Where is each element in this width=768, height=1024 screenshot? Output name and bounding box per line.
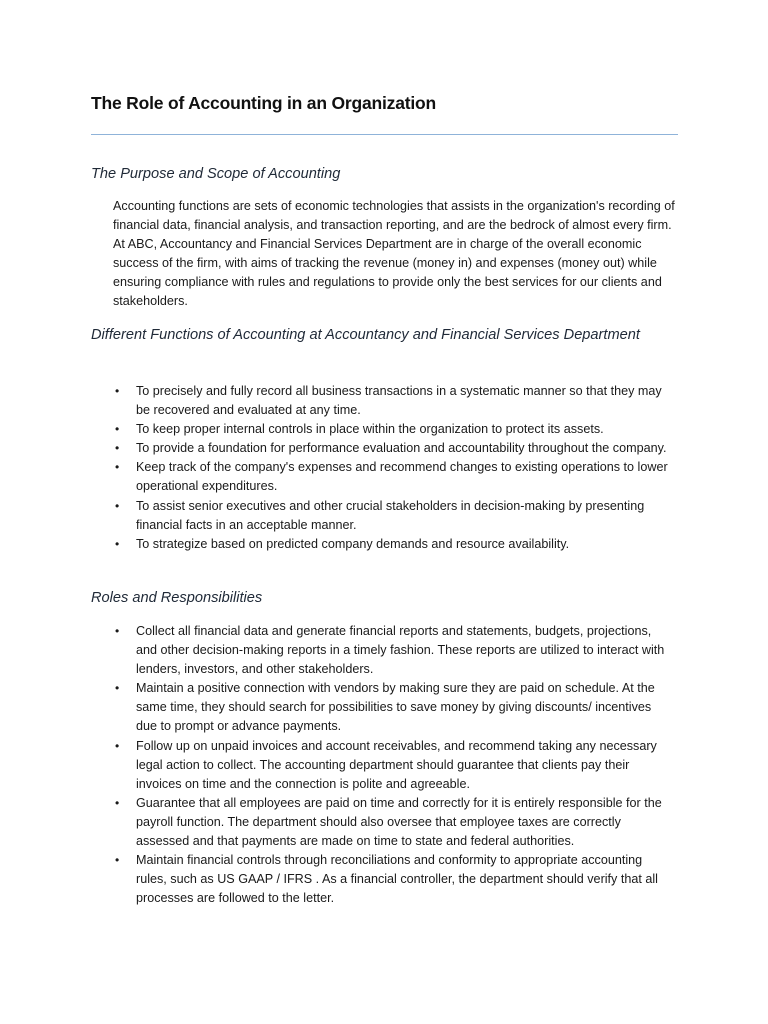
list-item: [113, 737, 673, 794]
list-item: [113, 622, 673, 679]
bullet-icon: •: [115, 422, 120, 437]
bullet-icon: •: [115, 795, 120, 810]
bullet-icon: •: [115, 853, 120, 868]
list-item-text: Collect all financial data and generate financial reports and statements, budgets, projections, and other decision-making reports in a timely fashion. These reports are utilized to interact with lenders, investors, and other stakeholders.: [136, 624, 665, 677]
list-item-text: To strategize based on predicted company demands and resource availability.: [136, 536, 570, 551]
bullet-icon: •: [115, 384, 120, 398]
section-heading-roles: Roles and Responsibilities: [91, 590, 263, 606]
list-item: [113, 382, 673, 420]
list-item: [113, 458, 673, 496]
list-item: [113, 439, 673, 458]
bullet-icon: •: [115, 460, 120, 475]
list-item: [113, 794, 673, 851]
document-title: The Role of Accounting in an Organization: [91, 93, 437, 113]
list-item: [113, 497, 673, 535]
list-item: [113, 535, 673, 554]
list-item-text: To assist senior executives and other crucial stakeholders in decision-making by presenting financial facts in an acceptable manner.: [136, 498, 645, 532]
list-item-text: Keep track of the company's expenses and recommend changes to existing operations to lower operational expenditures.: [136, 460, 668, 494]
list-item: [113, 851, 673, 908]
list-item-text: Maintain financial controls through reconciliations and conformity to appropriate accounting rules, such as US GAAP / IFRS . As a financial controller, the department should verify that all processes are followed to the letter.: [136, 853, 658, 906]
list-item-text: To precisely and fully record all business transactions in a systematic manner so that they may be recovered and evaluated at any time.: [136, 384, 662, 418]
list-item-text: To keep proper internal controls in place within the organization to protect its assets.: [136, 422, 604, 437]
list-item-text: Guarantee that all employees are paid on time and correctly for it is entirely responsible for the payroll function. The department should also oversee that employee taxes are correctly assessed and that payments are made on time to state and federal authorities.: [136, 795, 662, 849]
list-item-text: Maintain a positive connection with vendors by making sure they are paid on schedule. At the same time, they should search for possibilities to save money by giving discounts/ incentives due to prompt or advance payments.: [136, 681, 655, 734]
bullet-icon: •: [115, 498, 120, 513]
bullet-icon: •: [115, 536, 120, 551]
list-item-text: To provide a foundation for performance evaluation and accountability throughout the company.: [136, 441, 667, 456]
list-item-text: Follow up on unpaid invoices and account receivables, and recommend taking any necessary legal action to collect. The accounting department should guarantee that clients pay their invoices on time and the connection is polite and agreeable.: [136, 738, 657, 791]
title-divider: [91, 134, 678, 135]
roles-list: [113, 622, 673, 908]
section-heading-purpose: The Purpose and Scope of Accounting: [91, 166, 341, 182]
bullet-icon: •: [115, 441, 120, 456]
purpose-paragraph: Accounting functions are sets of economic technologies that assists in the organization's recording of financial data, financial analysis, and transaction reporting, and are the bedrock of almost every firm. At ABC, Accountancy and Financial Services Department are in charge of the overall economic success of the firm, with aims of tracking the revenue (money in) and expenses (money out) while ensuring compliance with rules and regulations to provide only the best services for our clients and stakeholders.: [113, 199, 675, 309]
bullet-icon: •: [115, 738, 120, 753]
bullet-icon: •: [115, 624, 120, 638]
section-heading-functions: Different Functions of Accounting at Accountancy and Financial Services Department: [91, 327, 640, 343]
bullet-icon: •: [115, 681, 120, 696]
functions-list: [113, 382, 673, 554]
list-item: [113, 420, 673, 439]
list-item: [113, 679, 673, 736]
